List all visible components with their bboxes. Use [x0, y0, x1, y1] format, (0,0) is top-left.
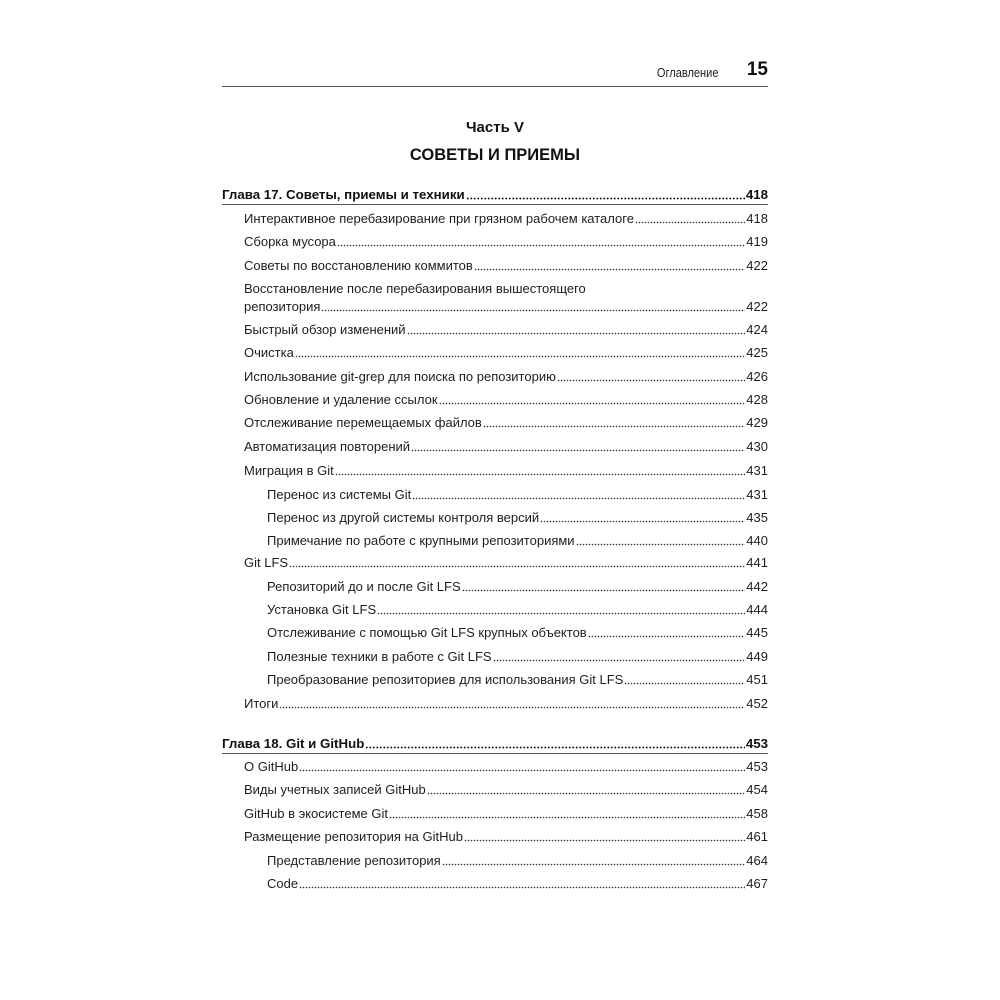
dot-leader — [540, 511, 745, 523]
part-title: СОВЕТЫ И ПРИЕМЫ — [409, 146, 581, 164]
dot-leader — [389, 807, 745, 819]
toc-entry-title: Отслеживание перемещаемых файлов — [244, 415, 482, 430]
toc-entry-title: Репозиторий до и после Git LFS — [267, 579, 461, 594]
toc-entry[interactable] — [222, 827, 768, 847]
toc-entry-page: 441 — [746, 555, 768, 570]
toc-entry-page: 431 — [746, 487, 768, 502]
toc-entry-title: репозитория — [244, 299, 321, 314]
toc-entry[interactable] — [222, 757, 768, 777]
dot-leader — [557, 370, 745, 382]
dot-leader — [464, 830, 745, 842]
dot-leader — [299, 760, 745, 772]
toc-entry-page: 449 — [746, 649, 768, 664]
toc-entry-page: 454 — [746, 782, 768, 797]
toc-entry-page: 453 — [745, 736, 768, 751]
toc-entry-title: Code — [267, 876, 299, 891]
toc-entry-title-line: Восстановление после перебазирования вышестоящего — [244, 281, 586, 296]
dot-leader — [412, 488, 745, 500]
toc-entry-page: 429 — [746, 415, 768, 430]
toc-entry[interactable] — [222, 367, 768, 387]
page-number: 15 — [746, 59, 768, 80]
dot-leader — [483, 416, 745, 428]
toc-entry[interactable] — [222, 694, 768, 714]
toc-entry-page: 431 — [746, 463, 768, 478]
dot-leader — [279, 697, 745, 709]
part-number: Часть V — [466, 119, 524, 136]
dot-leader — [466, 188, 745, 200]
toc-entry-page: 424 — [746, 322, 768, 337]
toc-entry[interactable] — [222, 874, 768, 894]
toc-entry[interactable] — [222, 209, 768, 229]
toc-entry-title: Виды учетных записей GitHub — [244, 782, 426, 797]
toc-entry-title: GitHub в экосистеме Git — [244, 806, 388, 821]
toc-entry-title: Установка Git LFS — [267, 602, 377, 617]
toc-entry[interactable] — [222, 413, 768, 433]
toc-entry-title: Отслеживание с помощью Git LFS крупных объектов — [267, 625, 587, 640]
dot-leader — [635, 212, 745, 224]
running-header-title: Оглавление — [656, 65, 718, 80]
toc-entry-page: 418 — [745, 187, 768, 202]
toc-entry-title: Полезные техники в работе с Git LFS — [267, 649, 492, 664]
toc-entry-title: Миграция в Git — [244, 463, 334, 478]
toc-entry-title: Размещение репозитория на GitHub — [244, 829, 463, 844]
toc-entry-page: 445 — [746, 625, 768, 640]
toc-entry[interactable] — [222, 531, 768, 551]
toc-entry[interactable] — [222, 647, 768, 667]
dot-leader — [442, 854, 746, 866]
dot-leader — [377, 603, 745, 615]
toc-entry[interactable] — [222, 343, 768, 363]
dot-leader — [365, 737, 744, 749]
toc-entry-page: 467 — [746, 876, 768, 891]
toc-entry-page: 435 — [746, 510, 768, 525]
toc-entry-title: Перенос из другой системы контроля версий — [267, 510, 540, 525]
toc-entry-page: 452 — [746, 696, 768, 711]
dot-leader — [439, 393, 746, 405]
toc-chapter-entry[interactable] — [222, 185, 768, 205]
toc-entry-page: 419 — [746, 234, 768, 249]
toc-entry-title: Сборка мусора — [244, 234, 336, 249]
dot-leader — [588, 626, 746, 638]
toc-entry[interactable] — [222, 390, 768, 410]
dot-leader — [321, 300, 745, 312]
dot-leader — [462, 580, 746, 592]
toc-entry-title: Интерактивное перебазирование при грязном рабочем каталоге — [244, 211, 634, 226]
toc-entry-page: 453 — [746, 759, 768, 774]
toc-entry[interactable] — [222, 553, 768, 573]
toc-entry-title: Представление репозитория — [267, 853, 441, 868]
toc-entry-page: 422 — [746, 258, 768, 273]
chapter-divider — [222, 204, 768, 205]
toc-entry-title: Итоги — [244, 696, 279, 711]
toc-entry[interactable] — [222, 623, 768, 643]
toc-entry[interactable] — [222, 577, 768, 597]
toc-entry[interactable] — [222, 461, 768, 481]
toc-entry-title: Глава 18. Git и GitHub — [222, 736, 365, 751]
toc-entry-page: 444 — [746, 602, 768, 617]
toc-entry[interactable] — [222, 851, 768, 871]
toc-entry-title: Очистка — [244, 345, 294, 360]
dot-leader — [411, 440, 745, 452]
toc-entry-title: Примечание по работе с крупными репозиториями — [267, 533, 575, 548]
toc-entry-title: Использование git-grep для поиска по репозиторию — [244, 369, 556, 384]
toc-entry[interactable] — [222, 804, 768, 824]
toc-entry[interactable] — [222, 232, 768, 252]
toc-entry-title: О GitHub — [244, 759, 299, 774]
dot-leader — [493, 650, 746, 662]
running-header — [222, 58, 768, 87]
toc-entry-page: 451 — [746, 672, 768, 687]
chapter-divider — [222, 753, 768, 754]
dot-leader — [337, 235, 745, 247]
dot-leader — [624, 673, 745, 685]
toc-entry-title: Обновление и удаление ссылок — [244, 392, 438, 407]
toc-entry-page: 461 — [746, 829, 768, 844]
toc-entry[interactable] — [222, 320, 768, 340]
dot-leader — [407, 323, 746, 335]
dot-leader — [289, 556, 745, 568]
toc-entry[interactable] — [222, 780, 768, 800]
toc-entry-title: Преобразование репозиториев для использования Git LFS — [267, 672, 624, 687]
toc-entry-page: 418 — [746, 211, 768, 226]
toc-entry-page: 464 — [746, 853, 768, 868]
toc-entry-page: 426 — [746, 369, 768, 384]
toc-entry-title: Советы по восстановлению коммитов — [244, 258, 473, 273]
toc-entry-page: 425 — [746, 345, 768, 360]
toc-entry-page: 430 — [746, 439, 768, 454]
dot-leader — [427, 783, 746, 795]
toc-entry[interactable] — [222, 256, 768, 276]
dot-leader — [576, 534, 746, 546]
toc-entry[interactable] — [222, 297, 768, 317]
dot-leader — [299, 877, 745, 889]
toc-entry[interactable] — [222, 600, 768, 620]
toc-chapter-entry[interactable] — [222, 734, 768, 754]
toc-entry-title: Автоматизация повторений — [244, 439, 411, 454]
dot-leader — [335, 464, 746, 476]
dot-leader — [474, 259, 746, 271]
toc-entry-title: Глава 17. Советы, приемы и техники — [222, 187, 465, 202]
toc-entry-page: 442 — [746, 579, 768, 594]
toc-entry-page: 428 — [746, 392, 768, 407]
toc-entry[interactable] — [222, 485, 768, 505]
toc-entry[interactable] — [222, 508, 768, 528]
toc-entry[interactable] — [222, 437, 768, 457]
toc-entry-title: Быстрый обзор изменений — [244, 322, 406, 337]
toc-entry[interactable] — [222, 670, 768, 690]
toc-entry-title: Git LFS — [244, 555, 289, 570]
toc-entry-title: Перенос из системы Git — [267, 487, 412, 502]
toc-entry-page: 422 — [746, 299, 768, 314]
toc-entry-page: 440 — [746, 533, 768, 548]
toc-entry-page: 458 — [746, 806, 768, 821]
dot-leader — [295, 346, 745, 358]
